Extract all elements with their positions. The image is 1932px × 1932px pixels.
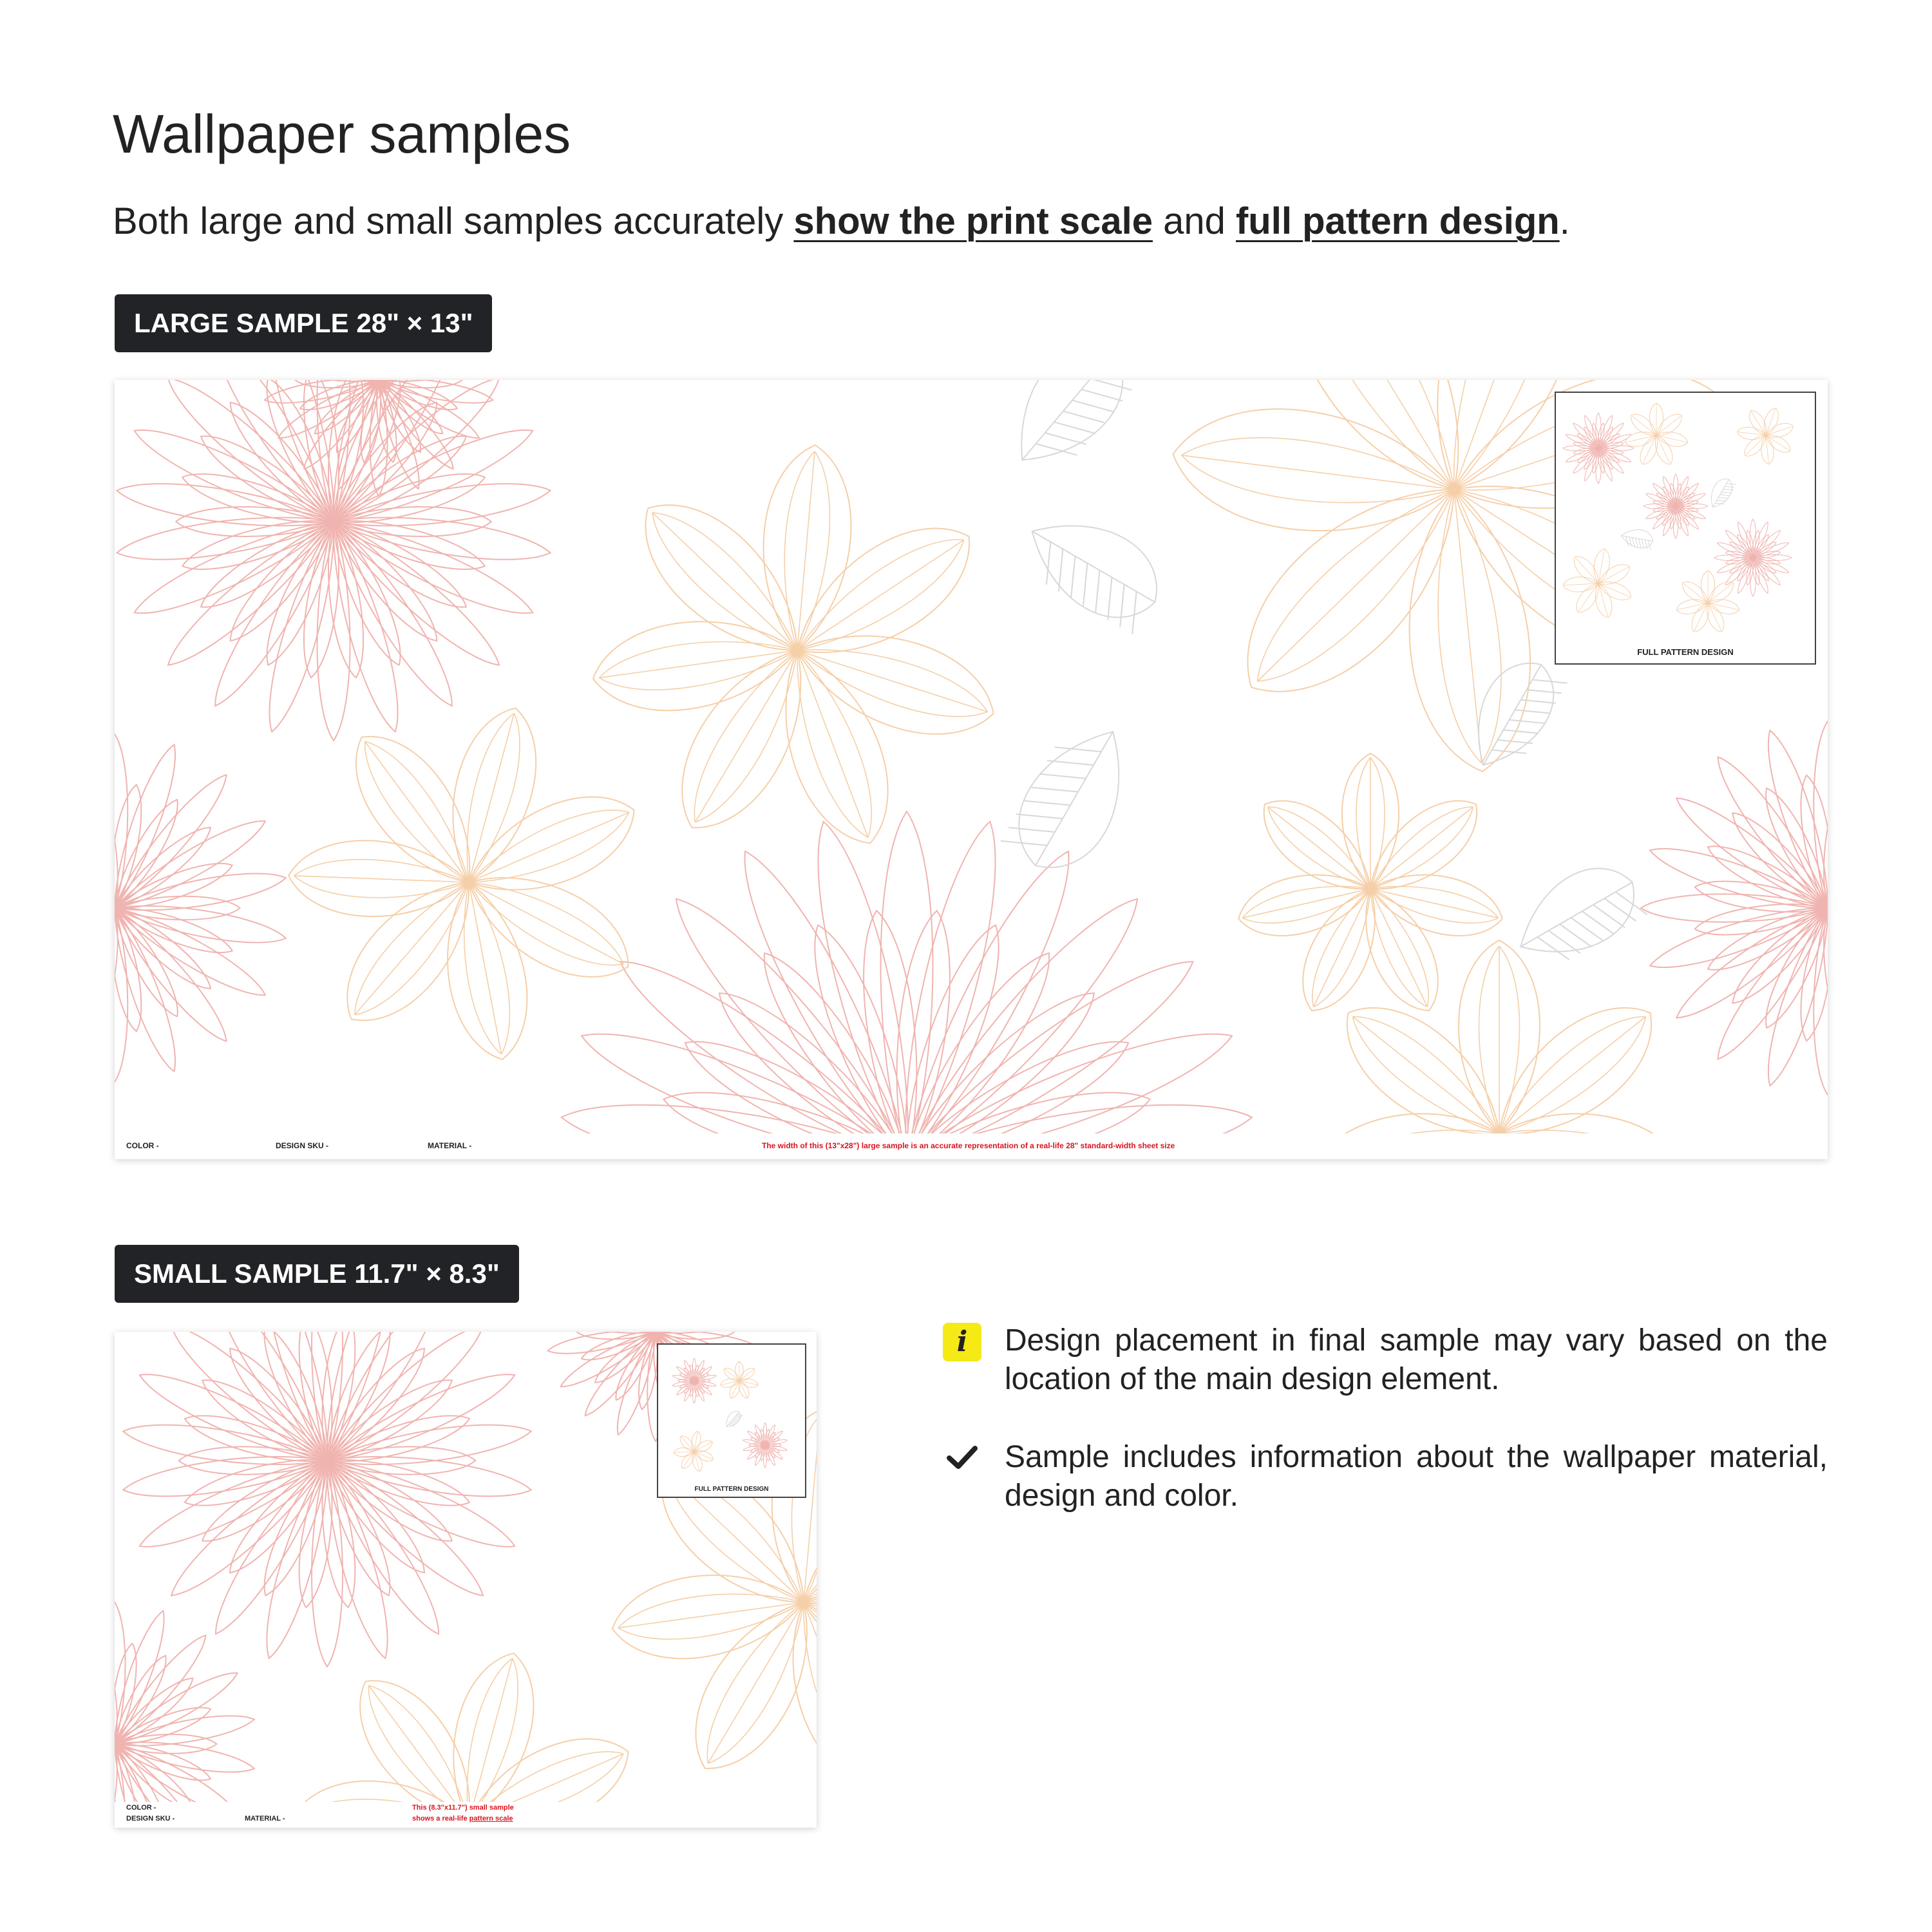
info-icon: i bbox=[943, 1323, 981, 1361]
inset-caption: FULL PATTERN DESIGN bbox=[694, 1486, 769, 1493]
large-inset-pattern bbox=[1560, 397, 1810, 641]
small-sample-preview bbox=[115, 1332, 817, 1828]
pattern-scale-link: pattern scale bbox=[469, 1815, 513, 1823]
color-label: COLOR - bbox=[126, 1804, 156, 1812]
print-scale-link[interactable]: show the print scale bbox=[793, 200, 1153, 242]
large-sample-note: The width of this (13"x28") large sample is an accurate representation of a real-life 28" standard-width sheet size bbox=[762, 1141, 1175, 1150]
placement-info-text: Design placement in final sample may vary based on the location of the main design element. bbox=[1005, 1323, 1828, 1396]
design-sku-label: DESIGN SKU - bbox=[276, 1141, 329, 1150]
large-full-pattern-inset bbox=[1555, 392, 1816, 665]
subtitle-connector: and bbox=[1152, 200, 1236, 242]
color-label: COLOR - bbox=[126, 1141, 159, 1150]
material-info bbox=[940, 1438, 1828, 1522]
page-subtitle bbox=[113, 200, 1570, 243]
note-text: shows a real-life bbox=[412, 1815, 469, 1823]
subtitle-period: . bbox=[1559, 200, 1570, 242]
small-full-pattern-inset bbox=[657, 1343, 806, 1498]
placement-info bbox=[940, 1321, 1828, 1405]
page-title: Wallpaper samples bbox=[113, 104, 571, 164]
design-sku-label: DESIGN SKU - bbox=[126, 1815, 175, 1823]
material-label: MATERIAL - bbox=[428, 1141, 472, 1150]
small-sample-badge: SMALL SAMPLE 11.7" × 8.3" bbox=[115, 1245, 519, 1303]
large-sample-badge: LARGE SAMPLE 28" × 13" bbox=[115, 294, 492, 352]
subtitle-text: Both large and small samples accurately bbox=[113, 200, 794, 242]
small-inset-pattern bbox=[662, 1349, 801, 1482]
inset-caption: FULL PATTERN DESIGN bbox=[1637, 647, 1734, 657]
large-sample-preview bbox=[115, 380, 1828, 1159]
full-pattern-link[interactable]: full pattern design bbox=[1235, 200, 1560, 242]
small-sample-note-line2 bbox=[412, 1815, 513, 1823]
material-label: MATERIAL - bbox=[245, 1815, 285, 1823]
small-sample-note-line1: This (8.3"x11.7") small sample bbox=[412, 1804, 514, 1812]
check-icon bbox=[945, 1441, 979, 1474]
material-info-text: Sample includes information about the wallpaper material, design and color. bbox=[1005, 1440, 1828, 1513]
